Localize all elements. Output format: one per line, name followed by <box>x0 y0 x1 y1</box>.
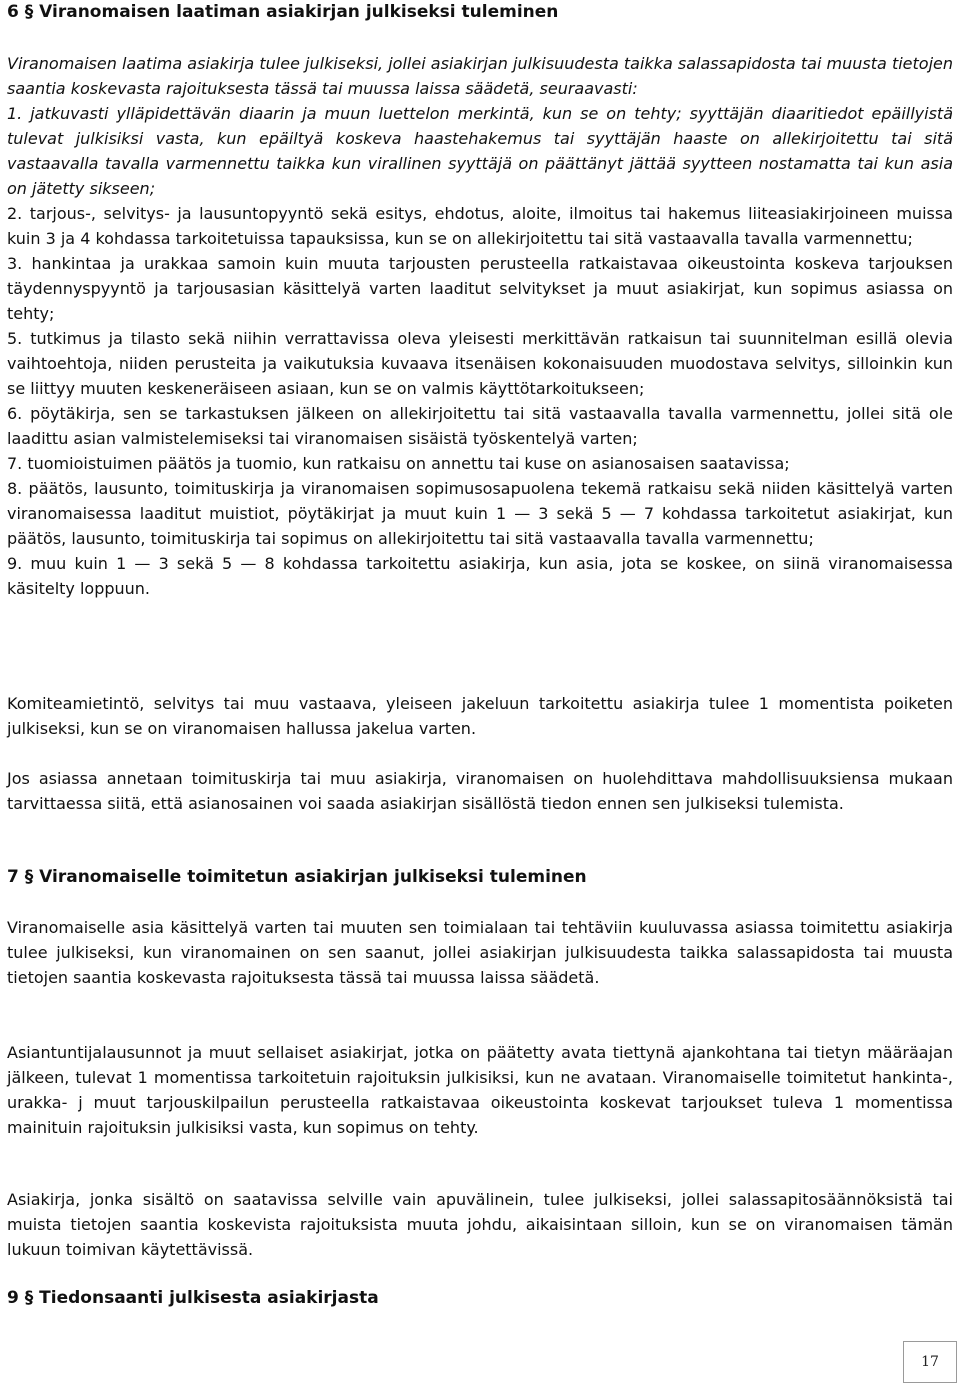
section-9-heading: 9 § Tiedonsaanti julkisesta asiakirjasta <box>7 1288 379 1308</box>
page-number: 17 <box>903 1341 957 1383</box>
section-6-paragraph-minutes: Jos asiassa annetaan toimituskirja tai muu asiakirja, viranomaisen on huolehdittava mahdollisuuksiensa mukaan tarvittaessa siitä, että asianosainen voi saada asiakirjan sisällöstä tiedon ennen sen julkiseksi tulemista. <box>7 769 953 813</box>
list-item-8: 8. päätös, lausunto, toimituskirja ja viranomaisen sopimusosapuolena tekemä ratkaisu sekä niiden käsittelyä varten viranomaisessa laaditut muistiot, pöytäkirjat ja muut kuin 1 — 3 sekä 5 — 7 kohdassa tarkoitetut asiakirjat, kun päätös, lausunto, toimituskirja tai sopimus on allekirjoitettu tai sitä vastaavalla tavalla varmennettu; <box>7 479 953 548</box>
section-7-paragraph-1: Viranomaiselle asia käsittelyä varten tai muuten sen toimialaan tai tehtäviin kuuluvassa asiassa toimitettu asiakirja tulee julkiseksi, kun viranomainen on sen saanut, jollei asiakirjan julkisuudesta taikka salassapidosta tai muusta tietojen saantia koskevasta rajoituksesta tässä tai muussa laissa säädetä. <box>7 918 953 987</box>
section-6-intro: Viranomaisen laatima asiakirja tulee julkiseksi, jollei asiakirjan julkisuudesta taikka salassapidosta tai muusta tietojen saantia koskevasta rajoituksesta tässä tai muussa laissa säädetä, seuraavasti: <box>7 54 953 98</box>
list-item-5: 5. tutkimus ja tilasto sekä niihin verrattavissa oleva yleisesti merkittävän ratkaisun tai suunnitelman esillä olevia vaihtoehtoja, niiden perusteita ja vaikutuksia kuvaava itsenäisen kokonaisuuden muodostava selvitys, silloinkin kun se liittyy muuten keskeneräiseen asiaan, kun se on valmis käyttötarkoitukseen; <box>7 329 953 398</box>
section-6-paragraph-committee: Komiteamietintö, selvitys tai muu vastaava, yleiseen jakeluun tarkoitettu asiakirja tulee 1 momentista poiketen julkiseksi, kun se on viranomaisen hallussa jakelua varten. <box>7 694 953 738</box>
section-6-heading: 6 § Viranomaisen laatiman asiakirjan julkiseksi tuleminen <box>7 2 559 22</box>
list-item-3: 3. hankintaa ja urakkaa samoin kuin muuta tarjousten perusteella ratkaistavaa oikeustointa koskeva tarjouksen täydennyspyyntö ja tarjousasian käsittelyä varten laaditut selvitykset ja muut asiakirjat, kun sopimus asiassa on tehty; <box>7 254 953 323</box>
list-item-2: 2. tarjous-, selvitys- ja lausuntopyyntö sekä esitys, ehdotus, aloite, ilmoitus tai hakemus liiteasiakirjoineen muissa kuin 3 ja 4 kohdassa tarkoitetuissa tapauksissa, kun se on allekirjoitettu tai sitä vastaavalla tavalla varmennettu; <box>7 204 953 248</box>
list-item-7: 7. tuomioistuimen päätös ja tuomio, kun ratkaisu on annettu tai kuse on asianosaisen saatavissa; <box>7 454 790 473</box>
list-item-1: 1. jatkuvasti ylläpidettävän diaarin ja muun luettelon merkintä, kun se on tehty; syyttäjän diaaritiedot epäillyistä tulevat julkisiksi vasta, kun epäiltyä koskeva haastehakemus tai syyttäjän haaste on allekirjoitettu tai sitä vastaavalla tavalla varmennettu taikka kun virallinen syyttäjä on päättänyt jättää syytteen nostamatta tai kun asia on jätetty sikseen; <box>7 104 953 198</box>
section-7-paragraph-3: Asiakirja, jonka sisältö on saatavissa selville vain apuvälinein, tulee julkiseksi, jollei salassapitosäännöksistä tai muista tietojen saantia koskevista rajoituksista muuta johdu, aikaisintaan silloin, kun se on viranomaisen tämän lukuun toimivan käytettävissä. <box>7 1190 953 1259</box>
section-7-paragraph-2: Asiantuntijalausunnot ja muut sellaiset asiakirjat, jotka on päätetty avata tiettynä ajankohtana tai tietyn määräajan jälkeen, tulevat 1 momentissa tarkoitetuin rajoituksin julkisiksi, kun ne avataan. Viranomaiselle toimitetut hankinta-, urakka- j muut tarjouskilpailun perusteella ratkaistavaa oikeustointa koskevat tarjoukset tuleva 1 momentissa mainituin rajoituksin julkisiksi vasta, kun sopimus on tehty. <box>7 1043 953 1137</box>
list-item-9: 9. muu kuin 1 — 3 sekä 5 — 8 kohdassa tarkoitettu asiakirja, kun asia, jota se koskee, on siinä viranomaisessa käsitelty loppuun. <box>7 554 953 598</box>
section-6-list <box>7 101 953 601</box>
list-item-6: 6. pöytäkirja, sen se tarkastuksen jälkeen on allekirjoitettu tai sitä vastaavalla tavalla varmennettu, jollei sitä ole laadittu asian valmistelemiseksi tai viranomaisen sisäistä työskentelyä varten; <box>7 404 953 448</box>
section-7-heading: 7 § Viranomaiselle toimitetun asiakirjan julkiseksi tuleminen <box>7 867 587 887</box>
